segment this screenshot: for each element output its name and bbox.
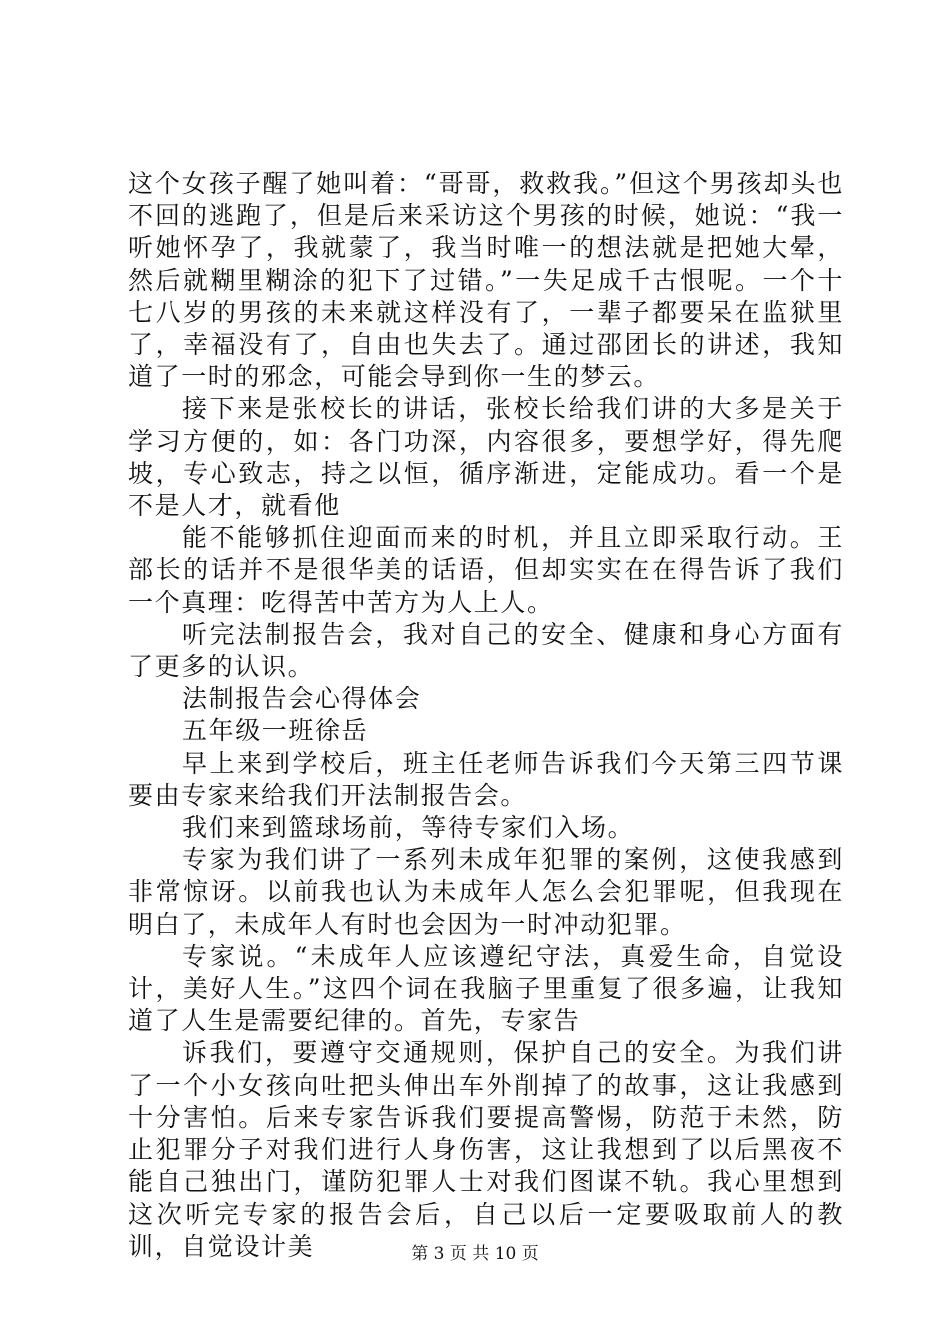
paragraph: 早上来到学校后，班主任老师告诉我们今天第三四节课要由专家来给我们开法制报告会。: [128, 748, 844, 810]
paragraph: 诉我们，要遵守交通规则，保护自己的安全。为我们讲了一个小女孩向吐把头伸出车外削掉了的故事，这让我感到十分害怕。后来专家告诉我们要提高警惕，防范于未然，防止犯罪分子对我们进行人身伤害，这让我想到了以后黑夜不能自己独出门，谨防犯罪人士对我们图谋不轨。我心里想到这次听完专家的报告会后，自己以后一定要吸取前人的教训，自觉设计美: [128, 1038, 844, 1261]
paragraph: 专家说。“未成年人应该遵纪守法，真爱生命，自觉设计，美好人生。”这四个词在我脑子里重复了很多遍，让我知道了人生是需要纪律的。首先，专家告: [128, 941, 844, 1036]
paragraph: 专家为我们讲了一系列未成年犯罪的案例，这使我感到非常惊讶。以前我也认为未成年人怎么会犯罪呢，但我现在明白了，未成年人有时也会因为一时冲动犯罪。: [128, 845, 844, 939]
paragraph: 我们来到篮球场前，等待专家们入场。: [182, 813, 635, 843]
paragraph: 这个女孩子醒了她叫着：“哥哥，救救我。”但这个男孩却头也不回的逃跑了，但是后来采访这个男孩的时候，她说：“我一听她怀孕了，我就蒙了，我当时唯一的想法就是把她大晕，然后就糊里糊涂的犯下了过错。”一失足成千古恨呢。一个十七八岁的男孩的未来就这样没有了，一辈子都要呆在监狱里了，幸福没有了，自由也失去了。通过邵团长的讲述，我知道了一时的邪念，可能会导到你一生的梦云。: [128, 169, 844, 392]
author-line: 五年级一班徐岳: [182, 716, 369, 746]
document-body: [128, 168, 844, 1263]
paragraph: 听完法制报告会，我对自己的安全、健康和身心方面有了更多的认识。: [128, 619, 844, 682]
section-title: 法制报告会心得体会: [182, 684, 422, 714]
paragraph: 接下来是张校长的讲话，张校长给我们讲的大多是关于学习方便的，如：各门功深，内容很多，要想学好，得先爬坡，专心致志，持之以恒，循序渐进，定能成功。看一个是不是人才，就看他: [128, 394, 844, 521]
page-footer: 第 3 页 共 10 页: [411, 1244, 539, 1264]
paragraph: 能不能够抓住迎面而来的时机，并且立即采取行动。王部长的话并不是很华美的话语，但却实实在在得告诉了我们一个真理：吃得苦中苦方为人上人。: [128, 523, 844, 617]
